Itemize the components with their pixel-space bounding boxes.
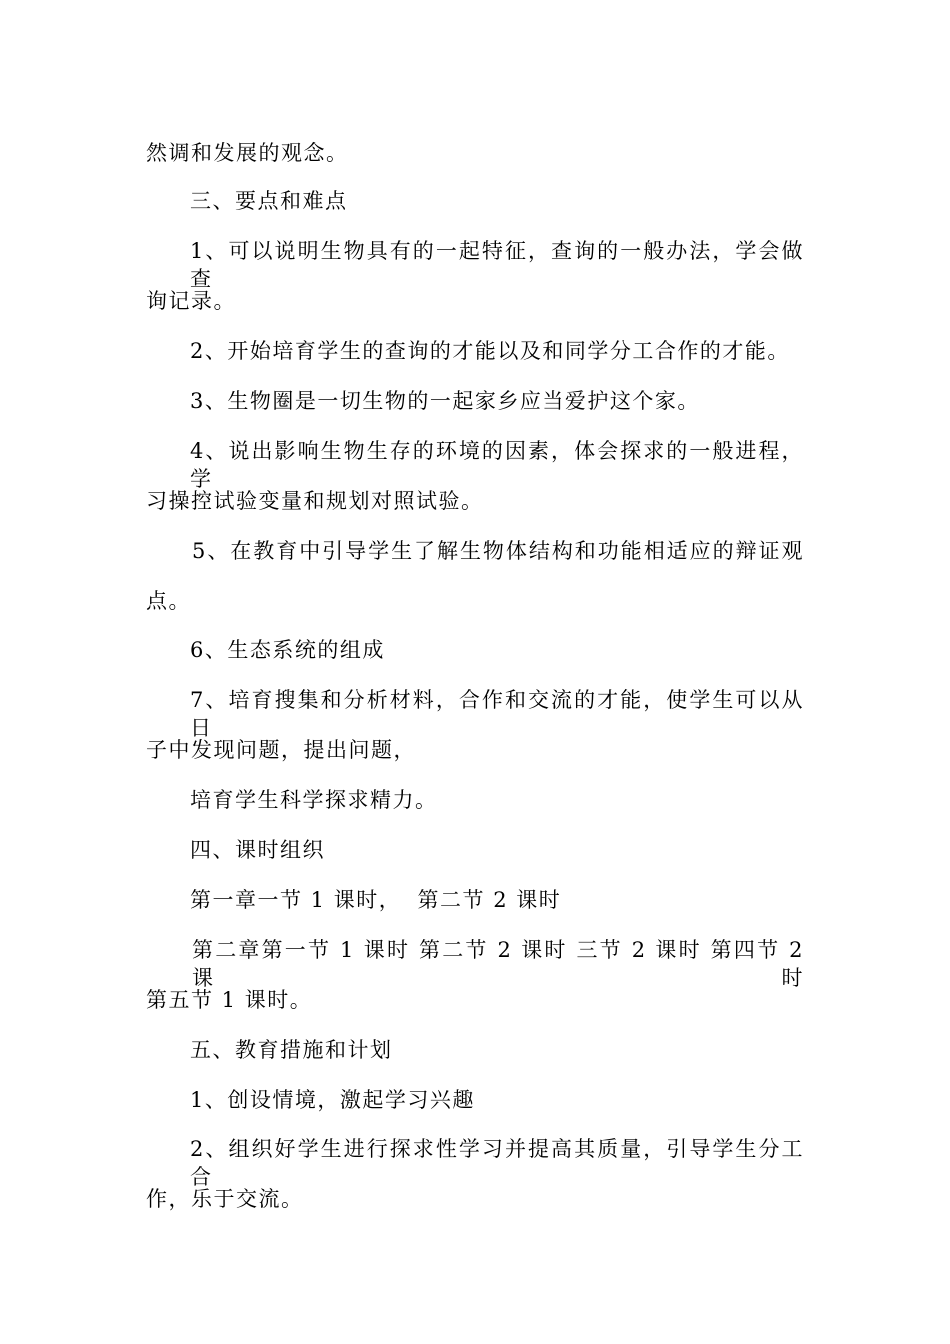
text-line: 5、在教育中引导学生了解生物体结构和功能相适应的辩证观 xyxy=(192,539,804,563)
text-line: 7、培育搜集和分析材料，合作和交流的才能，使学生可以从日 xyxy=(190,688,804,740)
text-line: 询记录。 xyxy=(146,289,236,313)
text-line: 第五节 1 课时。 xyxy=(146,988,313,1012)
text-line: 1、可以说明生物具有的一起特征，查询的一般办法，学会做查 xyxy=(190,239,804,291)
section-heading: 四、课时组织 xyxy=(190,838,325,862)
text-line: 第二章第一节 1 课时 第二节 2 课时 三节 2 课时 第四节 2 课时 xyxy=(192,938,804,990)
text-line: 2、组织好学生进行探求性学习并提高其质量，引导学生分工合 xyxy=(190,1137,804,1189)
text-line: 6、生态系统的组成 xyxy=(190,638,385,662)
text-line: 4、说出影响生物生存的环境的因素，体会探求的一般进程，学 xyxy=(190,439,804,491)
text-line: 第一章一节 1 课时， 第二节 2 课时 xyxy=(190,888,562,912)
text-line: 2、开始培育学生的查询的才能以及和同学分工合作的才能。 xyxy=(190,339,790,363)
section-heading: 三、要点和难点 xyxy=(190,189,348,213)
text-line: 子中发现问题，提出问题， xyxy=(146,738,416,762)
text-line: 作，乐于交流。 xyxy=(146,1187,304,1211)
text-line: 培育学生科学探求精力。 xyxy=(190,788,438,812)
text-line: 3、生物圈是一切生物的一起家乡应当爱护这个家。 xyxy=(190,389,700,413)
section-heading: 五、教育措施和计划 xyxy=(190,1038,393,1062)
text-line: 习操控试验变量和规划对照试验。 xyxy=(146,489,484,513)
text-line: 点。 xyxy=(146,589,191,613)
text-line: 1、创设情境，激起学习兴趣 xyxy=(190,1088,475,1112)
text-line: 然调和发展的观念。 xyxy=(146,141,349,165)
